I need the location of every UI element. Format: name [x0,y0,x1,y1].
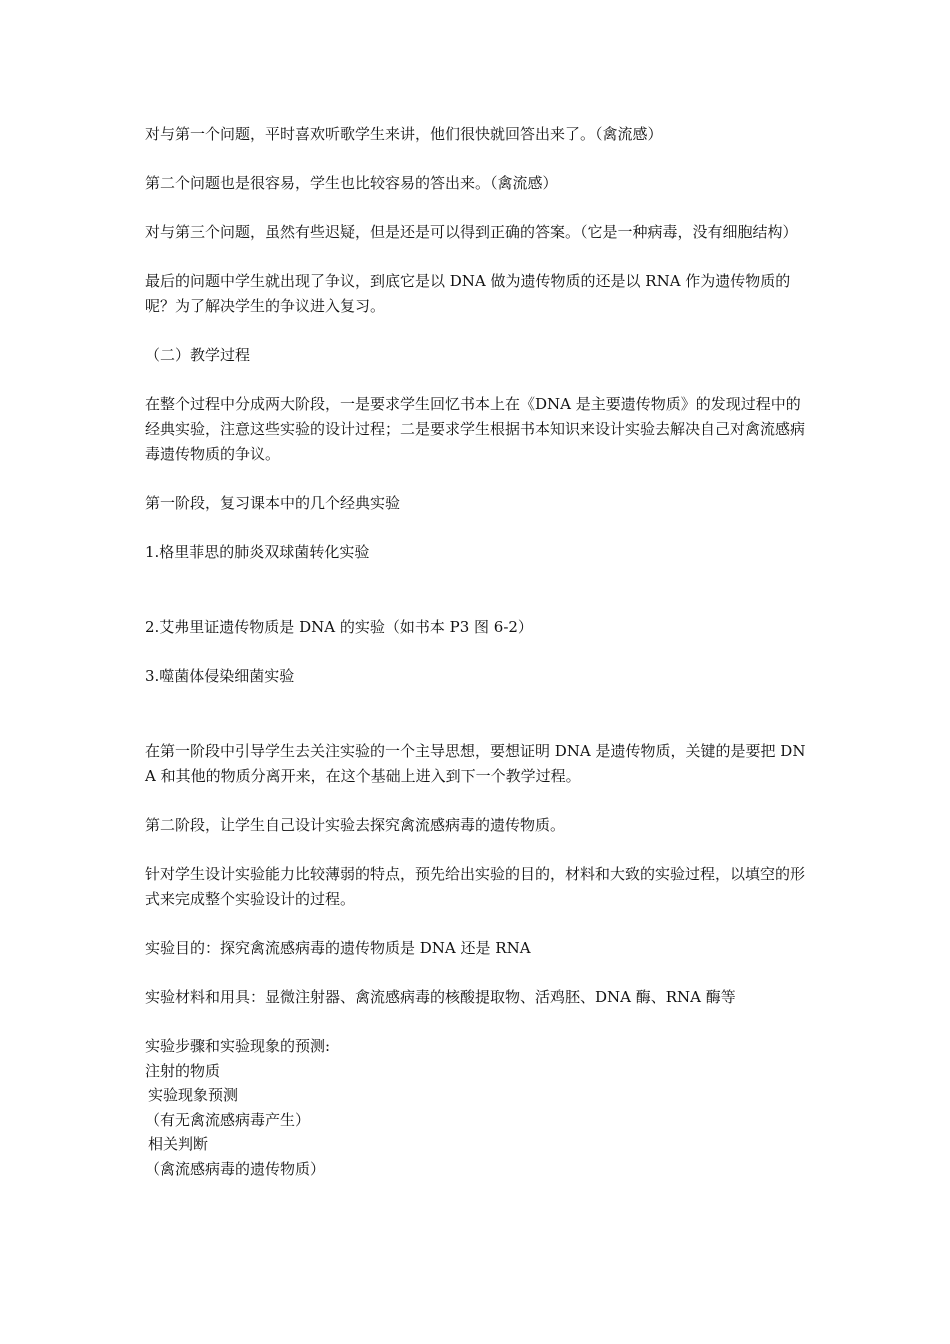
steps-column-injected-substance: 注射的物质 [145,1061,221,1080]
paragraph-q2-answer: 第二个问题也是很容易，学生也比较容易的答出来。（禽流感） [145,174,558,192]
list-item-griffith: 1.格里菲思的肺炎双球菌转化实验 [145,543,370,561]
list-item-phage: 3.噬菌体侵染细菌实验 [145,667,295,685]
paragraph-q4-dispute: 最后的问题中学生就出现了争议，到底它是以 DNA 做为遗传物质的还是以 RNA 作为遗传物质的呢？为了解决学生的争议进入复习。 [145,272,791,315]
section-heading-teaching-process: （二）教学过程 [145,346,251,364]
steps-column-phenomenon-note: （有无禽流感病毒产生） [145,1110,311,1129]
paragraph-stage-one-guidance: 在第一阶段中引导学生去关注实验的一个主导思想，要想证明 DNA 是遗传物质，关键的是要把 DNA 和其他的物质分离开来，在这个基础上进入到下一个教学过程。 [145,742,806,785]
document-page [145,122,810,1181]
steps-heading: 实验步骤和实验现象的预测: [145,1037,331,1055]
paragraph-design-approach: 针对学生设计实验能力比较薄弱的特点，预先给出实验的目的，材料和大致的实验过程，以填空的形式来完成整个实验设计的过程。 [145,865,806,908]
steps-column-judgement-note: （禽流感病毒的遗传物质） [145,1159,326,1178]
list-item-avery: 2.艾弗里证遗传物质是 DNA 的实验（如书本 P3 图 6-2） [145,618,533,636]
paragraph-stage-two: 第二阶段，让学生自己设计实验去探究禽流感病毒的遗传物质。 [145,816,566,834]
paragraph-experiment-purpose: 实验目的：探究禽流感病毒的遗传物质是 DNA 还是 RNA [145,939,531,957]
paragraph-q1-answer: 对与第一个问题，平时喜欢听歌学生来讲，他们很快就回答出来了。（禽流感） [145,125,663,143]
experiment-steps-block [145,1034,810,1181]
paragraph-experiment-materials: 实验材料和用具：显微注射器、禽流感病毒的核酸提取物、活鸡胚、DNA 酶、RNA 酶等 [145,988,736,1006]
steps-column-phenomenon-prediction: 实验现象预测 [148,1086,239,1104]
paragraph-q3-answer: 对与第三个问题，虽然有些迟疑，但是还是可以得到正确的答案。（它是一种病毒，没有细胞结构） [145,223,798,241]
paragraph-two-stages: 在整个过程中分成两大阶段，一是要求学生回忆书本上在《DNA 是主要遗传物质》的发现过程中的经典实验，注意这些实验的设计过程；二是要求学生根据书本知识来设计实验去解决自己对禽流感病毒遗传物质的争议。 [145,395,806,463]
steps-column-judgement: 相关判断 [148,1135,209,1153]
paragraph-stage-one: 第一阶段，复习课本中的几个经典实验 [145,494,401,512]
